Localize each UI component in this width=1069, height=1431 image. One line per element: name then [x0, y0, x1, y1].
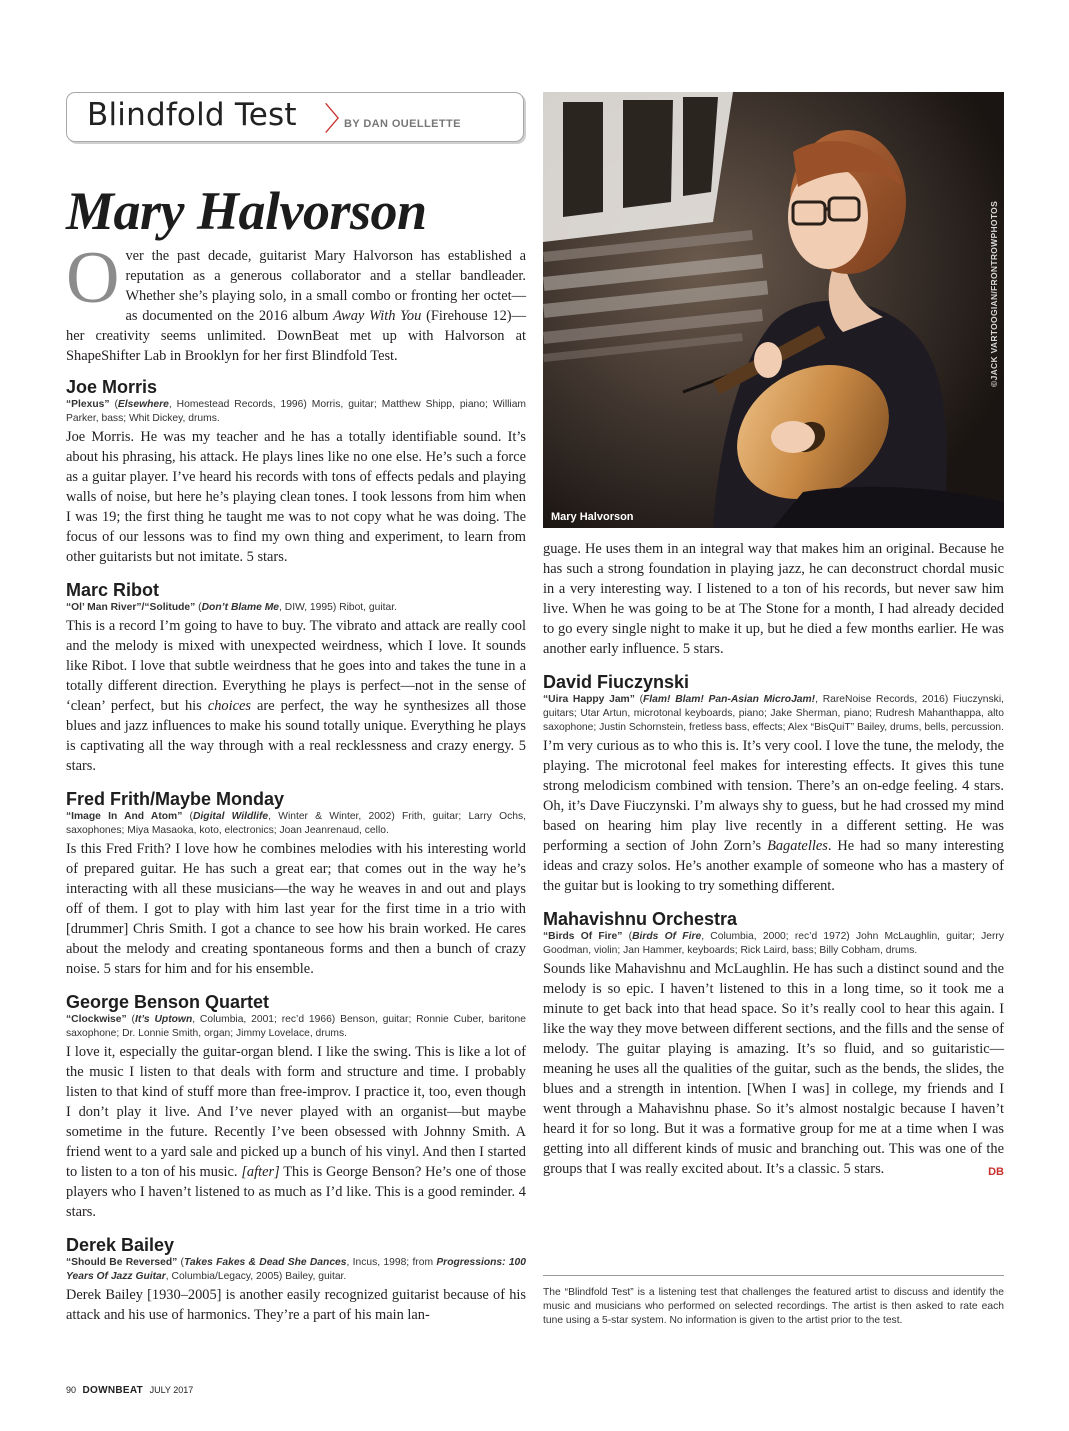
magazine-name: DOWNBEAT: [82, 1385, 144, 1396]
entry-review: Joe Morris. He was my teacher and he has a totally identifiable sound. It’s about his phrasing, his attack. He plays lines like no one else. He’s such a force as a guitar player. I’ve heard his records with tons of effects pedals and playing walls of noise, but here he’s playing clean tones. I took lessons from him when I was 19; the first thing he taught me was to not copy what he was doing. The focus of our lessons was to find my own thing and experiment, to learn from other guitarists but not imitate. 5 stars.: [66, 429, 526, 565]
entry-artist: David Fiuczynski: [543, 672, 690, 692]
entry-review: I love it, especially the guitar-organ blend. I like the swing. This is like a lot of the music I listen to that deals with form and structure and time. I probably listen to that kind of stuff more than free-improv. I practice it, too, even though I don’t play it live. And I’ve never played with an organist—but maybe sometime in the future. Recently I’ve been obsessed with Johnny Smith. A friend went to a yard sale and picked up a bunch of his vinyl. And then I started to listen to a ton of his music. [after] This is George Benson? He’s one of those players who I haven’t listened to as much as I’d like. This is a good reminder. 4 stars.: [66, 1044, 526, 1220]
entry-review: This is a record I’m going to have to buy. The vibrato and attack are really cool and the melody is mixed with unexpected weirdness, which I love. It sounds like Ribot. I love that subtle weirdness that he goes into and takes the tune in a totally different direction. Everything he plays is perfect—not in the sense of ‘clean’ perfect, but his choices are perfect, the way he synthesizes all those blues and jazz influences to make his sound totally unique. Everything he plays is captivating all the way through with a real recklessness and crazy energy. 5 stars.: [66, 618, 526, 774]
entry-mahavishnu-orchestra: [543, 908, 1004, 1179]
intro-paragraph: Over the past decade, guitarist Mary Halvorson has established a reputation as a generous collaborator and a stellar bandleader. Whether she’s playing solo, in a small combo or fronting her octet—as documented on the 2016 album Away With You (Firehouse 12)—her creativity seems unlimited. DownBeat met up with Halvorson at ShapeShifter Lab in Brooklyn for her first Blindfold Test.: [66, 237, 526, 364]
footnote-divider: [543, 1275, 1004, 1276]
entry-review: Is this Fred Frith? I love how he combines melodies with his interesting world of prepared guitar. He has such a great ear; that comes out in the way he’s interacting with all these musicians—the way he weaves in and out and plays off of them. I got to play with him last year for the first time in a trio with [drummer] Chris Smith. I got a chance to see how his brain worked. He cares about the melody and creating spontaneous forms and then a bunch of crazy noise. 5 stars for him and for his ensemble.: [66, 841, 526, 977]
entry-artist: Fred Frith/Maybe Monday: [66, 789, 285, 809]
issue-date: JULY 2017: [149, 1385, 194, 1395]
artist-photo: ©JACK VARTOOGIAN/FRONTROWPHOTOS Mary Halvorson: [543, 92, 1004, 528]
end-mark: DB: [988, 1166, 1004, 1178]
right-column: [543, 539, 1004, 1191]
left-column: [66, 237, 527, 1337]
entry-credit: “Uira Happy Jam” (Flam! Blam! Pan-Asian MicroJam!, RareNoise Records, 2016) Fiuczynski, guitars; Utar Artun, microtonal keyboards, piano; Jake Sherman, piano; Rudresh Mahanthappa, alto saxophone; Justin Schornstein, fretless bass, effects; Alex “BisQuiT” Bailey, drums, bells, percussion.: [543, 694, 1004, 733]
entry-artist: George Benson Quartet: [66, 992, 270, 1012]
photo-caption: Mary Halvorson: [551, 511, 634, 523]
entry-credit: “Birds Of Fire” (Birds Of Fire, Columbia, 2000; rec’d 1972) John McLaughlin, guitar; Jerry Goodman, violin; Jan Hammer, keyboards; Rick Laird, bass; Billy Cobham, drums.: [543, 931, 1005, 956]
page-footer: [66, 1385, 193, 1396]
section-title: Blindfold Test: [87, 97, 297, 133]
entry-marc-ribot: [66, 579, 526, 776]
entry-credit: “Image In And Atom” (Digital Wildlife, Winter & Winter, 2002) Frith, guitar; Larry Ochs, saxophones; Miya Masaoka, koto, electronics; Joan Jeanrenaud, cello.: [66, 811, 527, 836]
entry-credit: “Clockwise” (It’s Uptown, Columbia, 2001; rec’d 1966) Benson, guitar; Ronnie Cuber, baritone saxophone; Dr. Lonnie Smith, organ; Jimmy Lovelace, drums.: [66, 1014, 527, 1039]
byline: BY DAN OUELLETTE: [344, 118, 461, 130]
entry-david-fiuczynski: [543, 671, 1004, 896]
entry-review: Sounds like Mahavishnu and McLaughlin. He has such a distinct sound and the melody is so epic. I haven’t listened to this in a long time, so it took me a minute to get back into that head space. So it’s really cool to hear this again. I like the way they move between different sections, and the fills and the sense of melody. The guitar playing is amazing. It’s so fluid, and so guitaristic—meaning he uses all the qualities of the guitar, such as the bends, the slides, the blues and a strength in intention. [When I was] in college, my friends and I went through a Mahavishnu phase. So it’s almost nostalgic because I haven’t heard it for so long. But it was a formative group for me at a time when I was getting into all different kinds of music and branching out. This was one of the groups that I was really excited about. It’s a classic. 5 stars. DB: [543, 959, 1004, 1179]
entry-credit: “Ol’ Man River”/“Solitude” (Don’t Blame Me, DIW, 1995) Ribot, guitar.: [66, 602, 397, 613]
entry-derek-bailey: [66, 1234, 526, 1325]
entry-artist: Joe Morris: [66, 377, 158, 397]
entry-derek-bailey-continued: [543, 539, 1004, 659]
dropcap: O: [66, 237, 120, 319]
entry-fred-frith: [66, 788, 526, 979]
footnote: The “Blindfold Test” is a listening test that challenges the featured artist to discuss and identify the music and musicians who performed on selected recordings. The artist is then asked to rate each tune using a 5-star system. No information is given to the artist prior to the test.: [543, 1287, 1004, 1326]
article-headline: Mary Halvorson: [66, 181, 427, 241]
entry-review: I’m very curious as to who this is. It’s very cool. I love the tune, the melody, the playing. The microtonal feel makes for interesting effects. It gives this tune strong melodicism combined with tension. There’s an on-edge feeling. 4 stars. Oh, it’s Dave Fiuczynski. I’m always shy to guess, but he had crossed my mind based on hearing him play live recently in a different setting. He was performing a section of John Zorn’s Bagatelles. He had so many interesting ideas and crazy solos. He’s another example of someone who has a mastery of the guitar but is looking to try something different.: [543, 738, 1005, 894]
entry-review: guage. He uses them in an integral way that makes him an original. Because he has such a strong foundation in playing jazz, he can deconstruct chordal music in a very interesting way. I listened to a ton of his records, but never saw him live. When he was going to be at The Stone for a month, I had already decided to go every single night to make it up, but he died a few months earlier. He was another early influence. 5 stars.: [543, 541, 1004, 657]
page-number: 90: [66, 1385, 77, 1395]
entry-credit: “Should Be Reversed” (Takes Fakes & Dead She Dances, Incus, 1998; from Progressions: 100 Years Of Jazz Guitar, Columbia/Legacy, 2005) Bailey, guitar.: [66, 1257, 527, 1282]
chevron-icon: 〉: [324, 100, 357, 138]
entry-review: Derek Bailey [1930–2005] is another easily recognized guitarist because of his attack and his use of harmonics. They’re a part of his main lan-: [66, 1287, 526, 1323]
section-banner: [66, 92, 524, 142]
entry-credit: “Plexus” (Elsewhere, Homestead Records, 1996) Morris, guitar; Matthew Shipp, piano; William Parker, bass; Whit Dickey, drums.: [66, 399, 527, 424]
entry-george-benson: [66, 991, 526, 1222]
entry-artist: Mahavishnu Orchestra: [543, 909, 738, 929]
entry-artist: Marc Ribot: [66, 580, 160, 600]
entry-artist: Derek Bailey: [66, 1235, 175, 1255]
photo-illustration: [543, 92, 1004, 528]
entry-joe-morris: [66, 376, 526, 567]
